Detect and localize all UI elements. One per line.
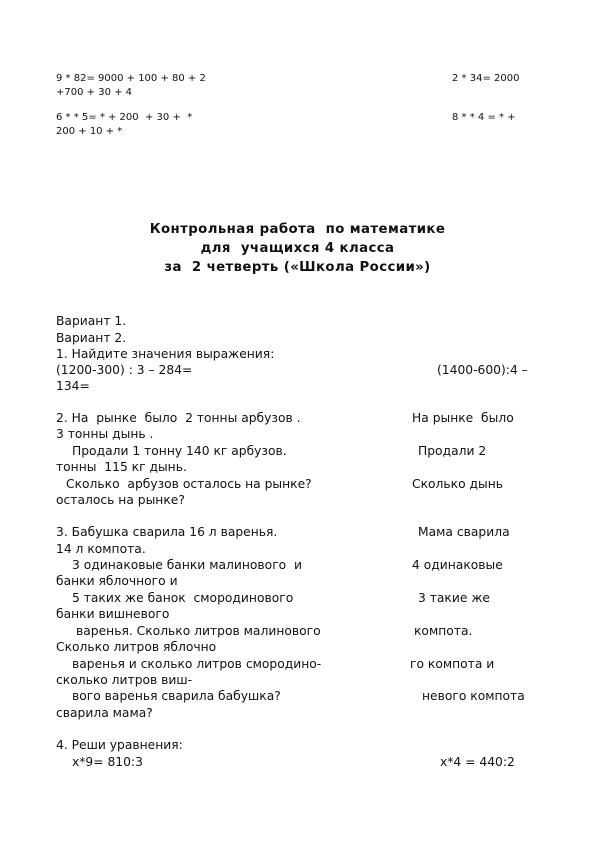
title-line-1: Контрольная работа по математике bbox=[149, 222, 446, 237]
task-3-line-j: сколько литров виш- bbox=[56, 673, 193, 687]
task-3-line-b: 14 л компота. bbox=[56, 542, 146, 556]
task-3-line-c: 3 одинаковые банки малинового и bbox=[72, 558, 302, 572]
task-3-line-g-right: компота. bbox=[414, 624, 473, 638]
task-3-line-e: 5 таких же банок смородинового bbox=[72, 591, 294, 605]
task-4-equation-right: x*4 = 440:2 bbox=[440, 755, 515, 769]
task-3-line-c-right: 4 одинаковые bbox=[412, 558, 503, 572]
task-3-line-e-right: 3 такие же bbox=[418, 591, 490, 605]
task-3-line-g: варенья. Сколько литров малинового bbox=[76, 624, 321, 638]
variant-1-label: Вариант 1. bbox=[56, 314, 127, 328]
task-3-line-k-right: невого компота bbox=[422, 689, 525, 703]
title-line-2: для учащихся 4 класса bbox=[200, 241, 395, 256]
task-2-line-f: осталось на рынке? bbox=[56, 493, 185, 507]
task-2-line-d: тонны 115 кг дынь. bbox=[56, 460, 187, 474]
task-2-line-a: 2. На рынке было 2 тонны арбузов . bbox=[56, 411, 301, 425]
task-1-heading: 1. Найдите значения выражения: bbox=[56, 347, 275, 361]
task-2-line-c: Продали 1 тонну 140 кг арбузов. bbox=[72, 444, 287, 458]
top-example-line-1: 9 * 82= 9000 + 100 + 80 + 2 bbox=[56, 73, 206, 84]
task-3-line-a: 3. Бабушка сварила 16 л варенья. bbox=[56, 525, 278, 539]
task-1-expression-wrap: 134= bbox=[56, 379, 90, 393]
top-example-line-4: 200 + 10 + * bbox=[56, 126, 123, 137]
task-2-line-e-right: Сколько дынь bbox=[412, 477, 504, 491]
task-1-expression-right: (1400-600):4 – bbox=[437, 363, 528, 377]
task-3-line-i: варенья и сколько литров смородино- bbox=[72, 657, 322, 671]
task-3-line-a-right: Мама сварила bbox=[418, 525, 510, 539]
top-example-line-3-right: 8 * * 4 = * + bbox=[452, 112, 516, 123]
top-example-line-2: +700 + 30 + 4 bbox=[56, 87, 133, 98]
task-1-expression-left: (1200-300) : 3 – 284= bbox=[56, 363, 193, 377]
top-example-line-1-right: 2 * 34= 2000 bbox=[452, 73, 520, 84]
task-3-line-k: вого варенья сварила бабушка? bbox=[72, 689, 281, 703]
variant-2-label: Вариант 2. bbox=[56, 331, 127, 345]
task-4-equation-left: x*9= 810:3 bbox=[72, 755, 143, 769]
title-line-3: за 2 четверть («Школа России») bbox=[164, 260, 431, 275]
task-2-line-e: Сколько арбузов осталось на рынке? bbox=[66, 477, 312, 491]
task-3-line-d: банки яблочного и bbox=[56, 574, 178, 588]
task-2-line-a-right: На рынке было bbox=[412, 411, 514, 425]
task-3-line-i-right: го компота и bbox=[410, 657, 495, 671]
task-3-line-h: Сколько литров яблочно bbox=[56, 640, 217, 654]
top-example-line-3: 6 * * 5= * + 200 + 30 + * bbox=[56, 112, 193, 123]
task-4-heading: 4. Реши уравнения: bbox=[56, 738, 183, 752]
task-3-line-f: банки вишневого bbox=[56, 607, 170, 621]
task-2-line-c-right: Продали 2 bbox=[418, 444, 487, 458]
task-2-line-b: 3 тонны дынь . bbox=[56, 427, 154, 441]
task-3-line-l: сварила мама? bbox=[56, 706, 153, 720]
